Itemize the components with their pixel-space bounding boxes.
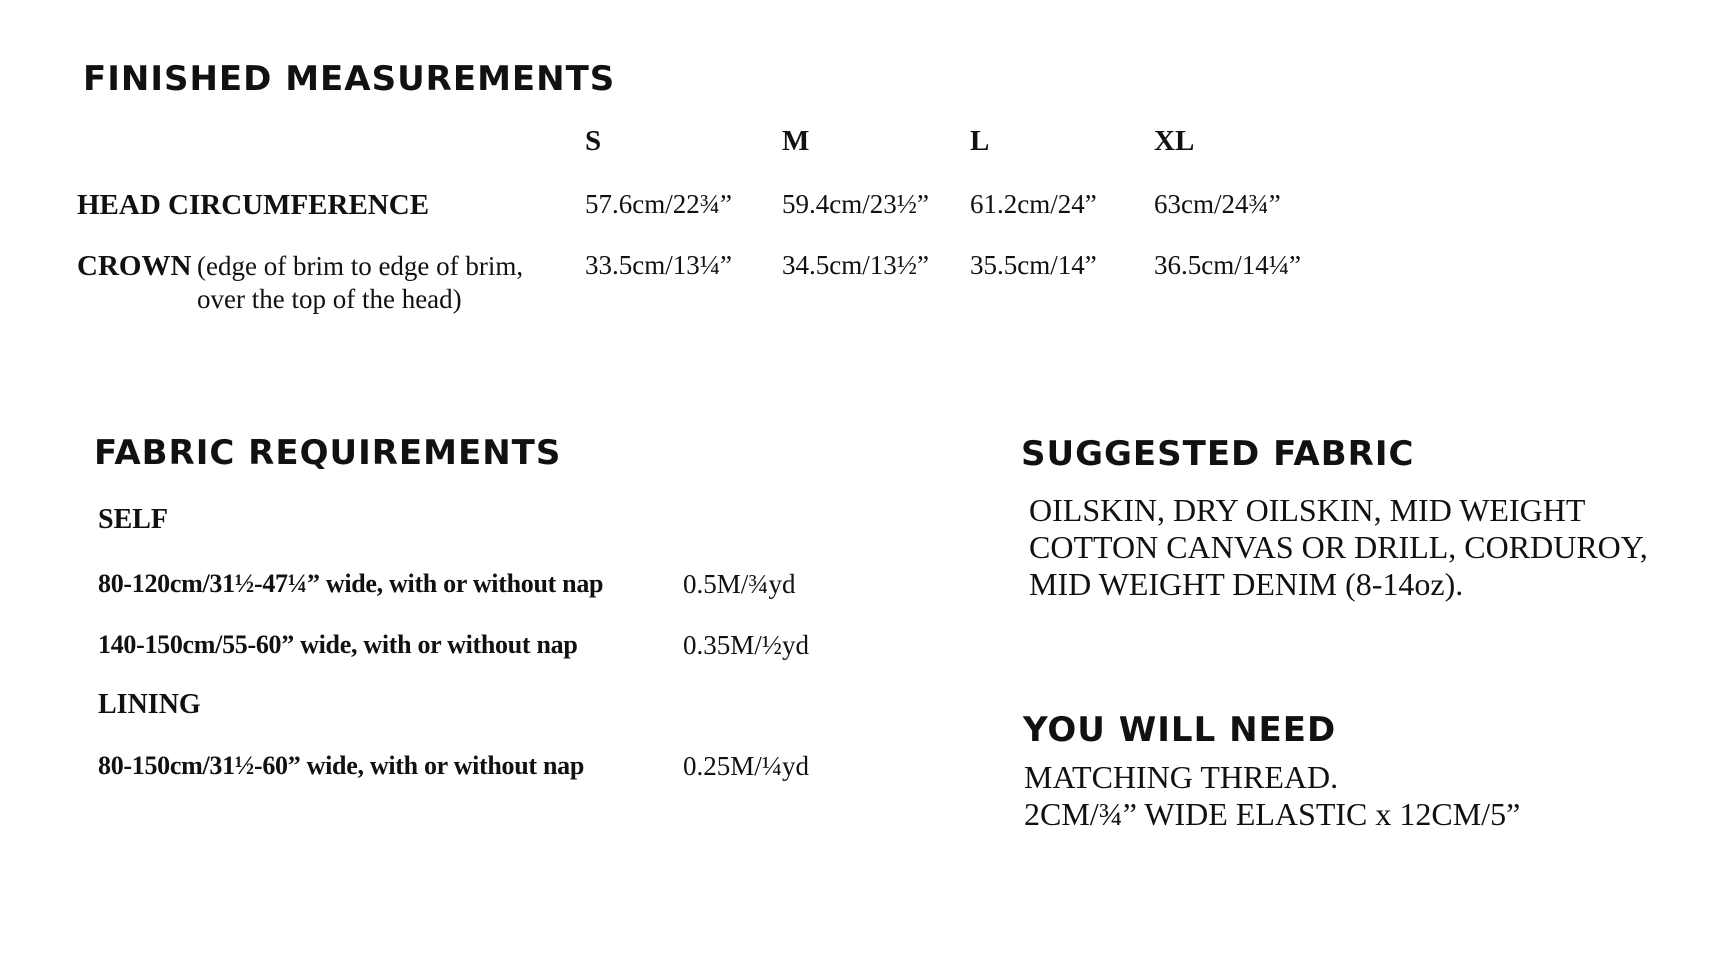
you-will-need-line-1: MATCHING THREAD. — [1024, 759, 1339, 795]
suggested-fabric-text — [1029, 492, 1648, 603]
you-will-need-text — [1024, 759, 1520, 833]
self-requirement-2: 140-150cm/55-60” wide, with or without nap — [98, 630, 578, 659]
crown-m: 34.5cm/13½” — [782, 250, 929, 280]
crown-xl: 36.5cm/14¼” — [1154, 250, 1301, 280]
size-header-xl: XL — [1154, 125, 1195, 157]
head-circumference-s: 57.6cm/22¾” — [585, 189, 732, 219]
size-header-m: M — [782, 125, 810, 157]
suggested-fabric-line-2: COTTON CANVAS OR DRILL, CORDUROY, — [1029, 529, 1648, 565]
crown-note-line-1: (edge of brim to edge of brim, — [197, 251, 524, 281]
lining-label: LINING — [98, 689, 201, 720]
suggested-fabric-line-1: OILSKIN, DRY OILSKIN, MID WEIGHT — [1029, 492, 1586, 528]
crown-l: 35.5cm/14” — [970, 250, 1097, 280]
lining-amount-1: 0.25M/¼yd — [683, 751, 810, 781]
self-amount-1: 0.5M/¾yd — [683, 569, 796, 599]
you-will-need-heading: YOU WILL NEED — [1023, 710, 1337, 750]
finished-measurements-heading: FINISHED MEASUREMENTS — [83, 59, 616, 99]
self-amount-2: 0.35M/½yd — [683, 630, 810, 660]
fabric-requirements-heading: FABRIC REQUIREMENTS — [94, 433, 562, 473]
size-header-l: L — [970, 125, 990, 157]
self-label: SELF — [98, 504, 169, 535]
you-will-need-line-2: 2CM/¾” WIDE ELASTIC x 12CM/5” — [1024, 796, 1521, 832]
suggested-fabric-heading: SUGGESTED FABRIC — [1021, 434, 1415, 474]
head-circumference-l: 61.2cm/24” — [970, 189, 1097, 219]
head-circumference-m: 59.4cm/23½” — [782, 189, 929, 219]
lining-requirement-1: 80-150cm/31½-60” wide, with or without nap — [98, 751, 584, 780]
self-requirement-1: 80-120cm/31½-47¼” wide, with or without nap — [98, 569, 604, 598]
crown-note-line-2: over the top of the head) — [197, 284, 462, 314]
crown-s: 33.5cm/13¼” — [585, 250, 732, 280]
size-header-s: S — [585, 125, 602, 157]
head-circumference-xl: 63cm/24¾” — [1154, 189, 1281, 219]
suggested-fabric-line-3: MID WEIGHT DENIM (8-14oz). — [1029, 566, 1464, 602]
head-circumference-label: HEAD CIRCUMFERENCE — [77, 189, 430, 221]
crown-label: CROWN — [77, 250, 192, 282]
